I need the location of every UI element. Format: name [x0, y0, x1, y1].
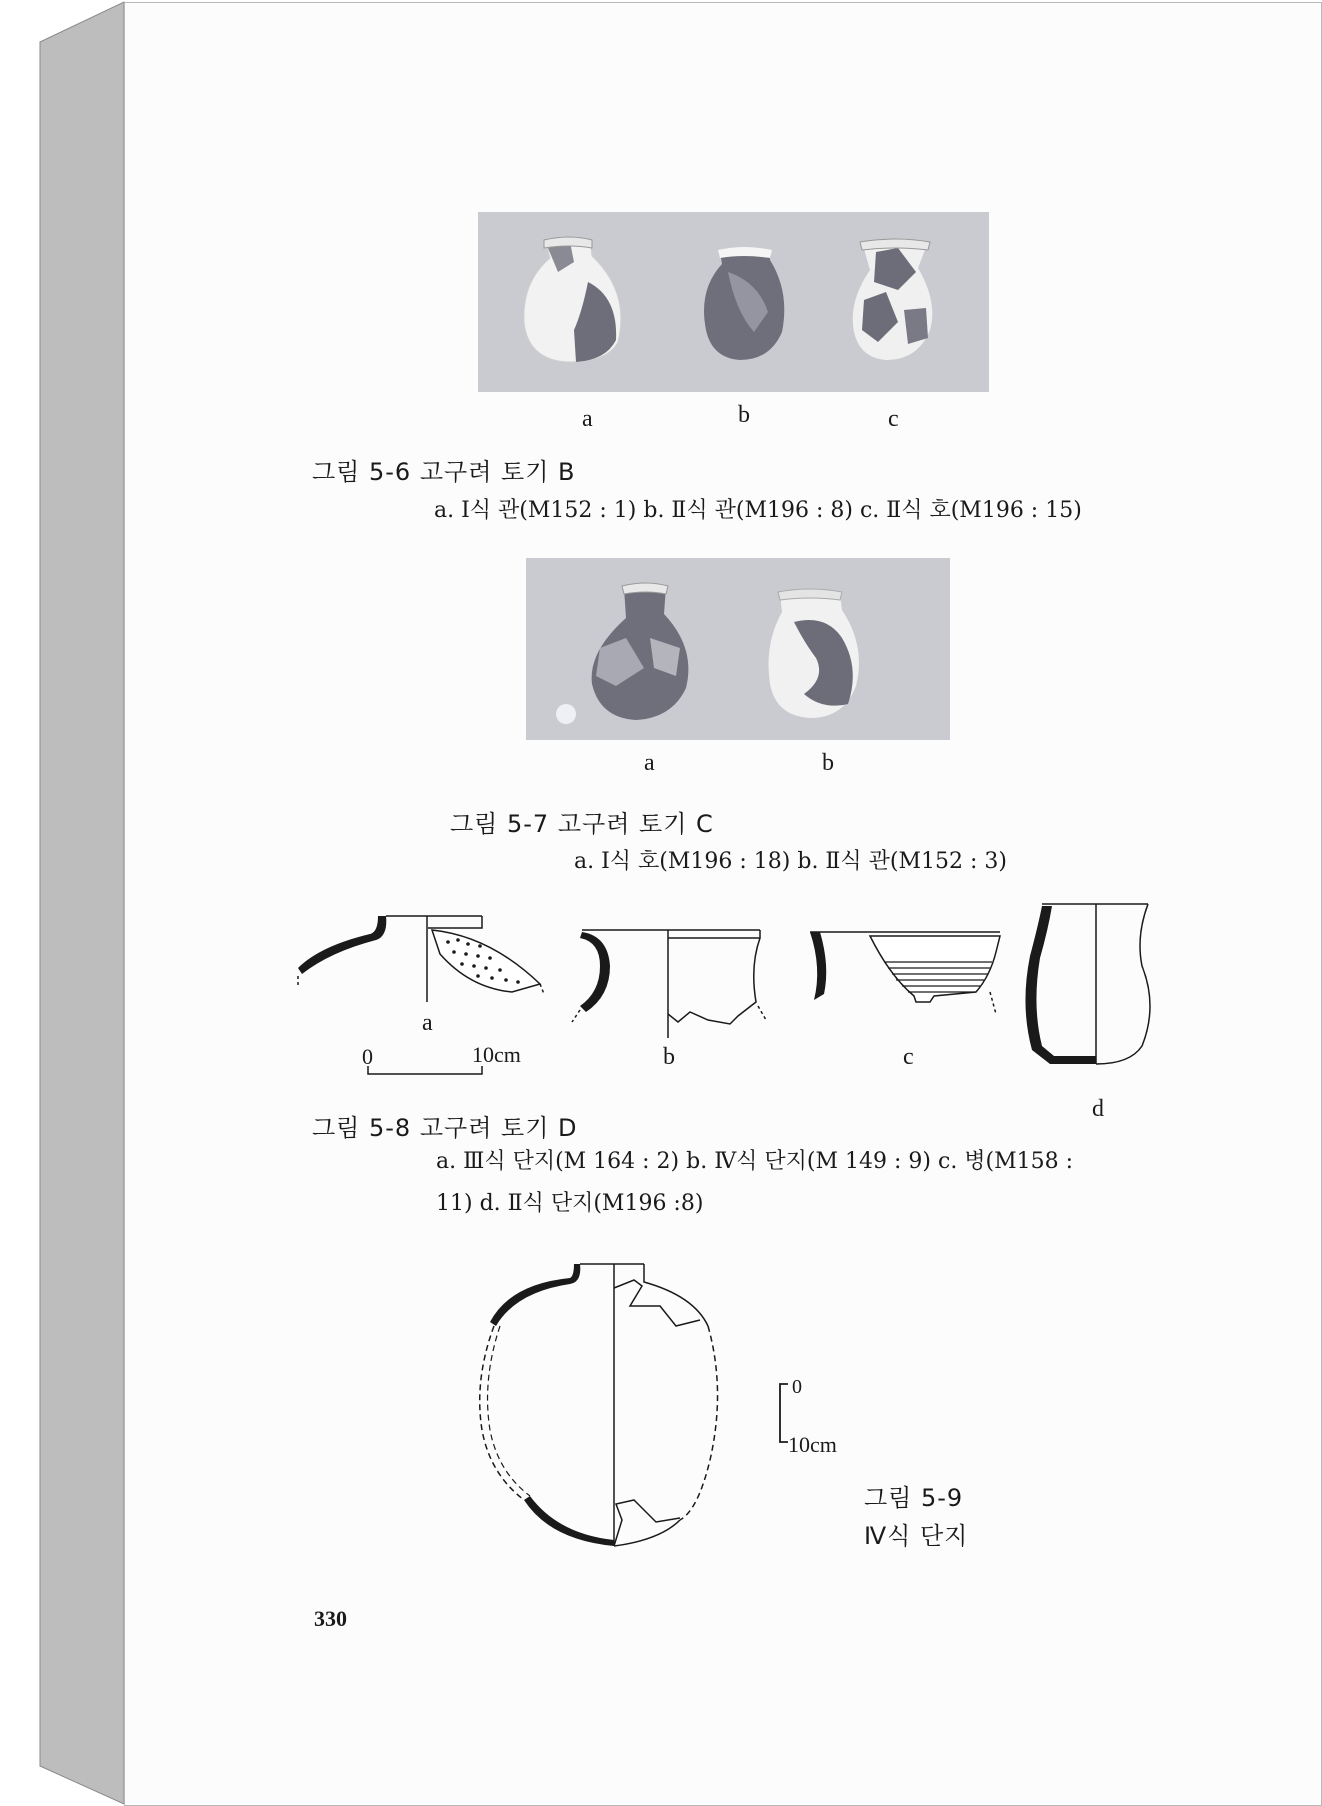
jar-drawing	[480, 1264, 718, 1546]
label-a: a	[582, 406, 593, 432]
page-number: 330	[314, 1606, 347, 1631]
scale-bar	[368, 1066, 482, 1074]
label-b: b	[738, 402, 750, 428]
bottle-c-drawing	[810, 932, 1000, 1014]
scale-length: 10cm	[472, 1042, 521, 1067]
label-b: b	[663, 1044, 675, 1070]
photo-figure-5-6	[478, 212, 989, 392]
figure-caption-title: 그림 5-6 고구려 토기 B	[312, 458, 576, 486]
label-b: b	[822, 750, 834, 776]
label-d: d	[1092, 1096, 1104, 1122]
photo-figure-5-7	[526, 558, 950, 740]
sherd-a-drawing	[298, 916, 544, 1002]
pot-a-image	[592, 583, 689, 720]
pottery-photo-5-7	[526, 558, 950, 740]
scale-zero: 0	[792, 1376, 802, 1398]
book-spine	[0, 0, 130, 1806]
label-c: c	[888, 406, 899, 432]
figure-5-8-drawings	[290, 896, 1180, 1096]
jar-b-drawing	[572, 930, 766, 1038]
figure-caption-title: 그림 5-8 고구려 토기 D	[312, 1114, 578, 1142]
label-a: a	[422, 1010, 433, 1036]
label-c: c	[903, 1044, 914, 1070]
scale-length: 10cm	[788, 1432, 837, 1457]
figure-caption-desc: a. Ⅰ식 호(M196 : 18) b. Ⅱ식 관(M152 : 3)	[574, 849, 1007, 874]
label-a: a	[644, 750, 655, 776]
pot-b-image	[704, 247, 784, 360]
pottery-photo-5-6	[478, 212, 989, 392]
scale-zero: 0	[362, 1044, 373, 1069]
figure-caption-title: 그림 5-9	[864, 1484, 964, 1512]
figure-5-9-drawing	[470, 1260, 770, 1558]
jar-d-drawing	[1025, 904, 1150, 1064]
figure-caption-desc: a. Ⅰ식 관(M152 : 1) b. Ⅱ식 관(M196 : 8) c. Ⅱ식 호(M196 : 15)	[434, 498, 1082, 523]
figure-caption-desc-line2: 11) d. Ⅱ식 단지(M196 :8)	[436, 1191, 704, 1216]
figure-caption-desc-line1: a. Ⅲ식 단지(M 164 : 2) b. Ⅳ식 단지(M 149 : 9) c. 병(M158 :	[436, 1149, 1074, 1174]
figure-caption-subtitle: Ⅳ식 단지	[864, 1522, 969, 1550]
pot-a-image	[524, 237, 621, 362]
figure-caption-title: 그림 5-7 고구려 토기 C	[450, 810, 714, 838]
pot-b-image	[769, 589, 859, 718]
pot-c-image	[853, 239, 933, 360]
